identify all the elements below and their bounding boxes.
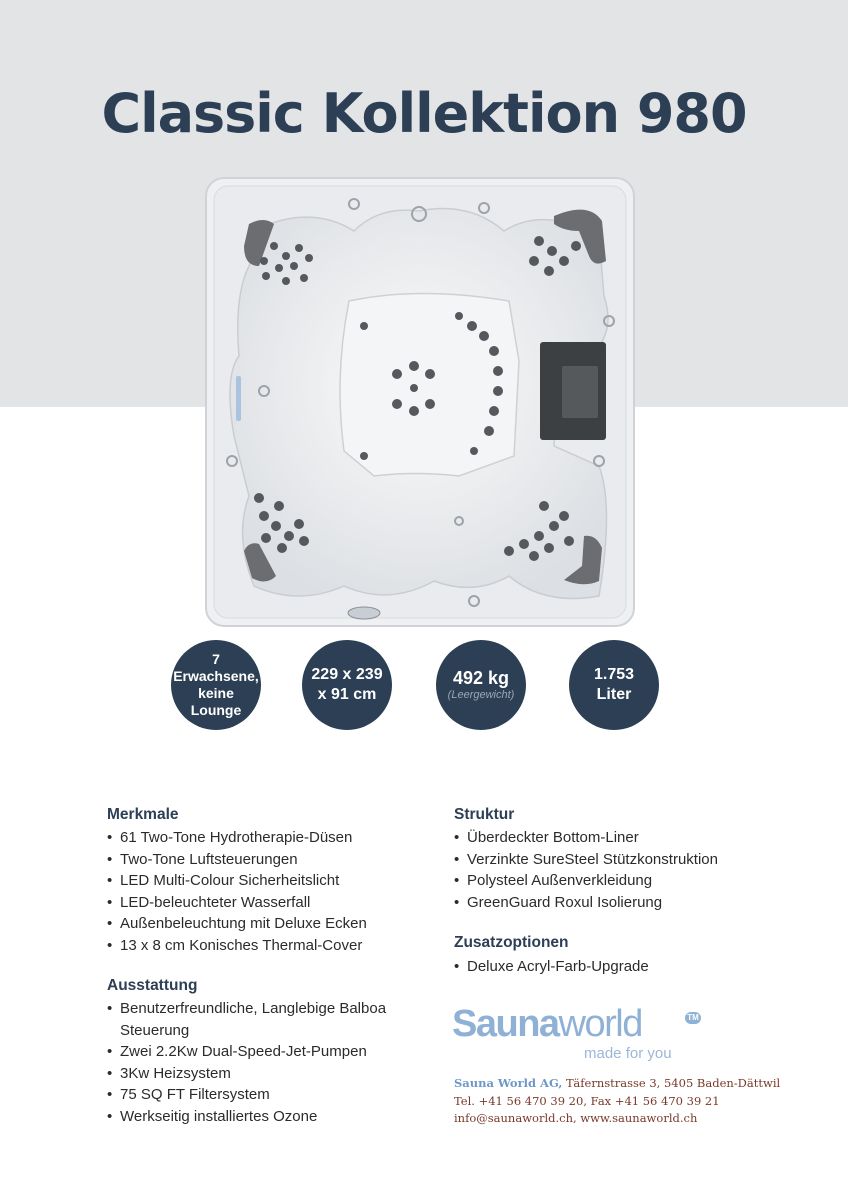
list-item: • Deluxe Acryl-Farb-Upgrade xyxy=(454,956,794,978)
list-item: • GreenGuard Roxul Isolierung xyxy=(454,892,794,914)
merkmale-list xyxy=(107,827,437,956)
logo-wordmark xyxy=(452,1003,642,1046)
list-item: • Außenbeleuchtung mit Deluxe Ecken xyxy=(107,913,437,935)
list-item: • 61 Two-Tone Hydrotherapie-Düsen xyxy=(107,827,437,849)
dimensions-line-1: 229 x 239 xyxy=(311,666,383,683)
web-line: info@saunaworld.ch, www.saunaworld.ch xyxy=(454,1111,698,1125)
saunaworld-logo xyxy=(452,1003,712,1065)
dimensions-badge xyxy=(302,640,392,730)
struktur-heading: Struktur xyxy=(454,806,515,823)
capacity-note-2: Lounge xyxy=(190,702,242,718)
volume-value: 1.753 xyxy=(593,666,635,683)
list-item: • Überdeckter Bottom-Liner xyxy=(454,827,794,849)
company-name: Sauna World AG, xyxy=(454,1076,563,1090)
list-item: • Werkseitig installiertes Ozone xyxy=(107,1106,407,1128)
hot-tub-image xyxy=(204,176,636,628)
company-address-line xyxy=(454,1075,781,1093)
ausstattung-list xyxy=(107,998,407,1127)
logo-tagline: made for you xyxy=(584,1045,672,1062)
zusatzoptionen-list xyxy=(454,956,794,978)
zusatzoptionen-heading: Zusatzoptionen xyxy=(454,934,569,951)
list-item: • 3Kw Heizsystem xyxy=(107,1063,407,1085)
capacity-label: Erwachsene, xyxy=(173,668,259,684)
list-item: • 75 SQ FT Filtersystem xyxy=(107,1084,407,1106)
list-item: • LED Multi-Colour Sicherheitslicht xyxy=(107,870,437,892)
weight-note: (Leergewicht) xyxy=(447,689,515,701)
logo-brand-b: world xyxy=(558,1003,642,1045)
capacity-note-1: keine xyxy=(198,685,234,701)
dimensions-line-2: x 91 cm xyxy=(317,686,377,703)
merkmale-heading: Merkmale xyxy=(107,806,179,823)
volume-unit: Liter xyxy=(596,686,632,703)
logo-brand-a: Sauna xyxy=(452,1003,559,1045)
list-item: • 13 x 8 cm Konisches Thermal-Cover xyxy=(107,935,437,957)
phone-line: Tel. +41 56 470 39 20, Fax +41 56 470 39 21 xyxy=(454,1093,720,1108)
list-item: • Zwei 2.2Kw Dual-Speed-Jet-Pumpen xyxy=(107,1041,407,1063)
list-item: • Polysteel Außenverkleidung xyxy=(454,870,794,892)
list-item: • LED-beleuchteter Wasserfall xyxy=(107,892,437,914)
list-item: • Benutzerfreundliche, Langlebige Balboa Steuerung xyxy=(107,998,407,1041)
weight-badge xyxy=(436,640,526,730)
capacity-badge xyxy=(171,640,261,730)
ausstattung-heading: Ausstattung xyxy=(107,977,198,994)
weight-value: 492 kg xyxy=(452,668,510,688)
list-item: • Verzinkte SureSteel Stützkonstruktion xyxy=(454,849,794,871)
page-title: Classic Kollektion 980 xyxy=(101,82,747,145)
street-address: Täfernstrasse 3, 5405 Baden-Dättwil xyxy=(562,1076,781,1090)
volume-badge xyxy=(569,640,659,730)
list-item: • Two-Tone Luftsteuerungen xyxy=(107,849,437,871)
contact-block xyxy=(454,1075,781,1128)
struktur-list xyxy=(454,827,794,913)
trademark-badge: TM xyxy=(685,1012,701,1024)
capacity-number: 7 xyxy=(212,651,220,667)
